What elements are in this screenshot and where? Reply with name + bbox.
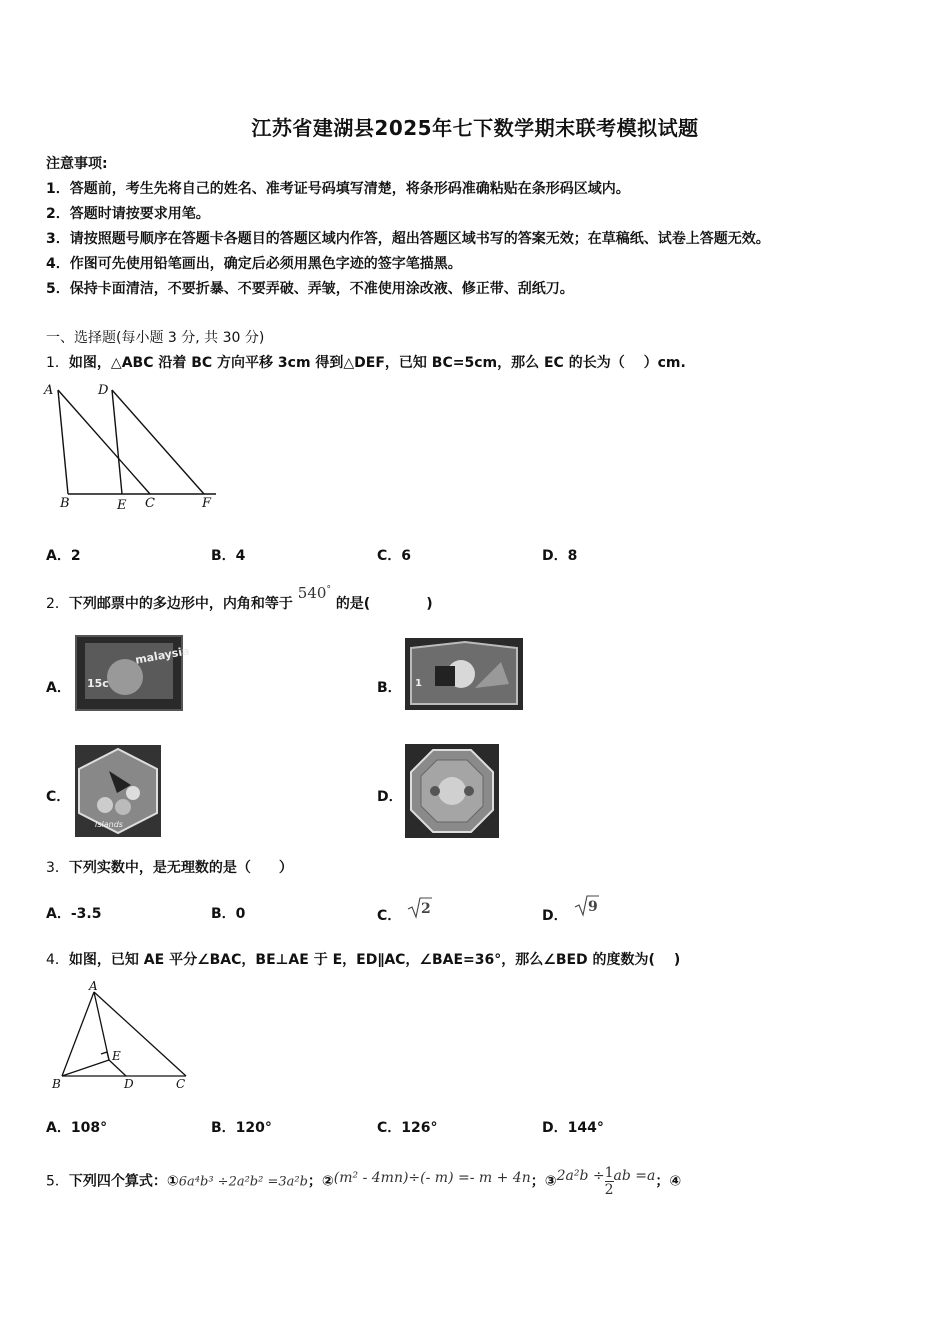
label-c: C [145, 496, 155, 511]
notes-heading: 注意事项: [46, 156, 108, 172]
expr-2-mark: ② [321, 1173, 334, 1190]
question-5 [46, 1165, 681, 1198]
option-value: 0 [235, 906, 246, 922]
option-value: 120° [235, 1120, 272, 1136]
note-item-3: 3．请按照题号顺序在答题卡各题目的答题区域内作答，超出答题区域书写的答案无效；在草稿纸、试卷上答题无效。 [46, 231, 770, 247]
question-3 [46, 857, 293, 877]
option-label: A． [46, 548, 71, 564]
label-c: C [176, 1077, 186, 1091]
segment-ab [58, 390, 68, 494]
q2-option-c-label: C． [46, 789, 71, 805]
label-a: A [44, 383, 54, 398]
q2-option-d-stamp[interactable] [405, 744, 499, 838]
segment-df [112, 390, 204, 494]
option-value: 6 [401, 548, 412, 564]
note-item-1: 1．答题前，考生先将自己的姓名、准考证号码填写清楚，将条形码准确粘贴在条形码区域内。 [46, 181, 630, 197]
question-text-end: 的是( ) [335, 596, 433, 612]
radicand: 2 [421, 901, 431, 917]
question-number: 4． [46, 952, 69, 968]
q2-option-b-label: B． [377, 680, 402, 696]
stamp-caption: Islands [95, 820, 123, 829]
segment-ac [94, 992, 186, 1076]
q2-option-a-label: A． [46, 680, 71, 696]
question-number: 5． [46, 1173, 69, 1190]
option-value: 126° [401, 1120, 438, 1136]
option-value: 4 [235, 548, 246, 564]
question-number: 1． [46, 355, 69, 371]
option-value: 8 [567, 548, 578, 564]
degree-sign: ° [326, 585, 331, 595]
segment-ae [94, 992, 109, 1060]
q1-option-d[interactable] [542, 545, 577, 565]
option-value: 2 [70, 548, 81, 564]
q3-option-a[interactable] [46, 903, 101, 923]
stamp-value: 15c [87, 677, 109, 690]
option-label: D． [542, 1120, 568, 1136]
q4-option-c[interactable] [377, 1117, 438, 1137]
option-value: 108° [70, 1120, 108, 1136]
label-e: E [117, 498, 127, 513]
stamp-caption: 1 [415, 678, 422, 689]
option-label: B． [211, 1120, 236, 1136]
angle-value: 540 [297, 584, 327, 602]
question-number: 3． [46, 860, 69, 876]
expr-3-mark: ③ [544, 1173, 557, 1190]
one-half-fraction [605, 1165, 614, 1198]
sqrt-9 [573, 893, 599, 919]
segment-ab [62, 992, 94, 1076]
expr-4-mark: ④ [669, 1173, 682, 1190]
q4-option-b[interactable] [211, 1117, 272, 1137]
q2-option-a-stamp[interactable] [75, 635, 191, 711]
q1-option-c[interactable] [377, 545, 411, 565]
q3-option-d[interactable] [542, 899, 599, 929]
separator: ； [655, 1173, 670, 1190]
expr-1: 6a⁴b³ ÷2a²b² =3a²b [178, 1174, 308, 1190]
q3-option-c[interactable] [377, 903, 432, 929]
q2-option-b-stamp[interactable] [405, 638, 523, 710]
label-d: D [124, 1077, 134, 1091]
expr-3-left: 2a²b ÷ [556, 1167, 605, 1184]
stamp-caption: malaysia [134, 644, 191, 667]
option-label: C． [377, 548, 402, 564]
option-label: A． [46, 906, 71, 922]
q1-option-b[interactable] [211, 545, 245, 565]
question-text: 如图，△ABC 沿着 BC 方向平移 3cm 得到△DEF，已知 BC=5cm，那么 EC 的长为（ ）cm. [68, 355, 686, 371]
q4-option-a[interactable] [46, 1117, 107, 1137]
section-heading: 一、选择题(每小题 3 分, 共 30 分) [46, 330, 265, 346]
label-d: D [98, 383, 109, 398]
option-value: -3.5 [70, 906, 102, 922]
option-label: D． [542, 908, 568, 924]
note-item-4: 4．作图可先使用铅笔画出，确定后必须用黑色字迹的签字笔描黑。 [46, 256, 462, 272]
radicand: 9 [587, 899, 598, 915]
question-text: 下列实数中，是无理数的是（ ） [68, 860, 293, 876]
segment-ac [58, 390, 150, 494]
expr-2: (m² - 4mn)÷(- m) =- m + 4n [333, 1169, 531, 1186]
question-2 [46, 584, 433, 613]
question-text: 下列四个算式： [68, 1173, 167, 1190]
separator: ； [530, 1173, 545, 1190]
sqrt-2 [406, 895, 432, 921]
label-e: E [112, 1049, 121, 1063]
segment-de [112, 390, 122, 494]
question-1 [46, 352, 686, 372]
option-label: C． [377, 1120, 402, 1136]
option-label: D． [542, 548, 568, 564]
expr-1-mark: ① [166, 1173, 179, 1190]
question-text: 如图，已知 AE 平分∠BAC，BE⊥AE 于 E，ED∥AC，∠BAE=36°，那么∠BED 的度数为( ) [68, 952, 681, 968]
page-title: 江苏省建湖县2025年七下数学期末联考模拟试题 [251, 116, 699, 140]
option-value: 144° [567, 1120, 604, 1136]
q2-option-d-label: D． [377, 789, 403, 805]
option-label: B． [211, 906, 236, 922]
option-label: A． [46, 1120, 71, 1136]
q2-option-c-stamp[interactable] [75, 745, 161, 837]
numerator: 1 [604, 1165, 614, 1181]
right-angle-mark [101, 1052, 109, 1060]
q1-option-a[interactable] [46, 545, 81, 565]
angle-figure [44, 976, 204, 1096]
label-f: F [202, 496, 212, 511]
q3-option-b[interactable] [211, 903, 245, 923]
angle-sum-math [298, 584, 331, 602]
translation-figure [40, 376, 230, 516]
denominator: 2 [604, 1182, 614, 1198]
separator: ； [307, 1173, 322, 1190]
q4-option-d[interactable] [542, 1117, 604, 1137]
label-a: A [89, 979, 98, 993]
expr-3-right: ab =a [613, 1167, 656, 1184]
label-b: B [60, 496, 70, 511]
segment-be [62, 1060, 109, 1076]
question-4 [46, 949, 680, 969]
note-item-5: 5．保持卡面清洁，不要折暴、不要弄破、弄皱，不准使用涂改液、修正带、刮纸刀。 [46, 281, 574, 297]
option-label: C． [377, 908, 402, 924]
option-label: B． [211, 548, 236, 564]
question-number: 2． [46, 596, 69, 612]
label-b: B [52, 1077, 61, 1091]
note-item-2: 2．答题时请按要求用笔。 [46, 206, 210, 222]
question-text: 下列邮票中的多边形中，内角和等于 [68, 596, 293, 612]
